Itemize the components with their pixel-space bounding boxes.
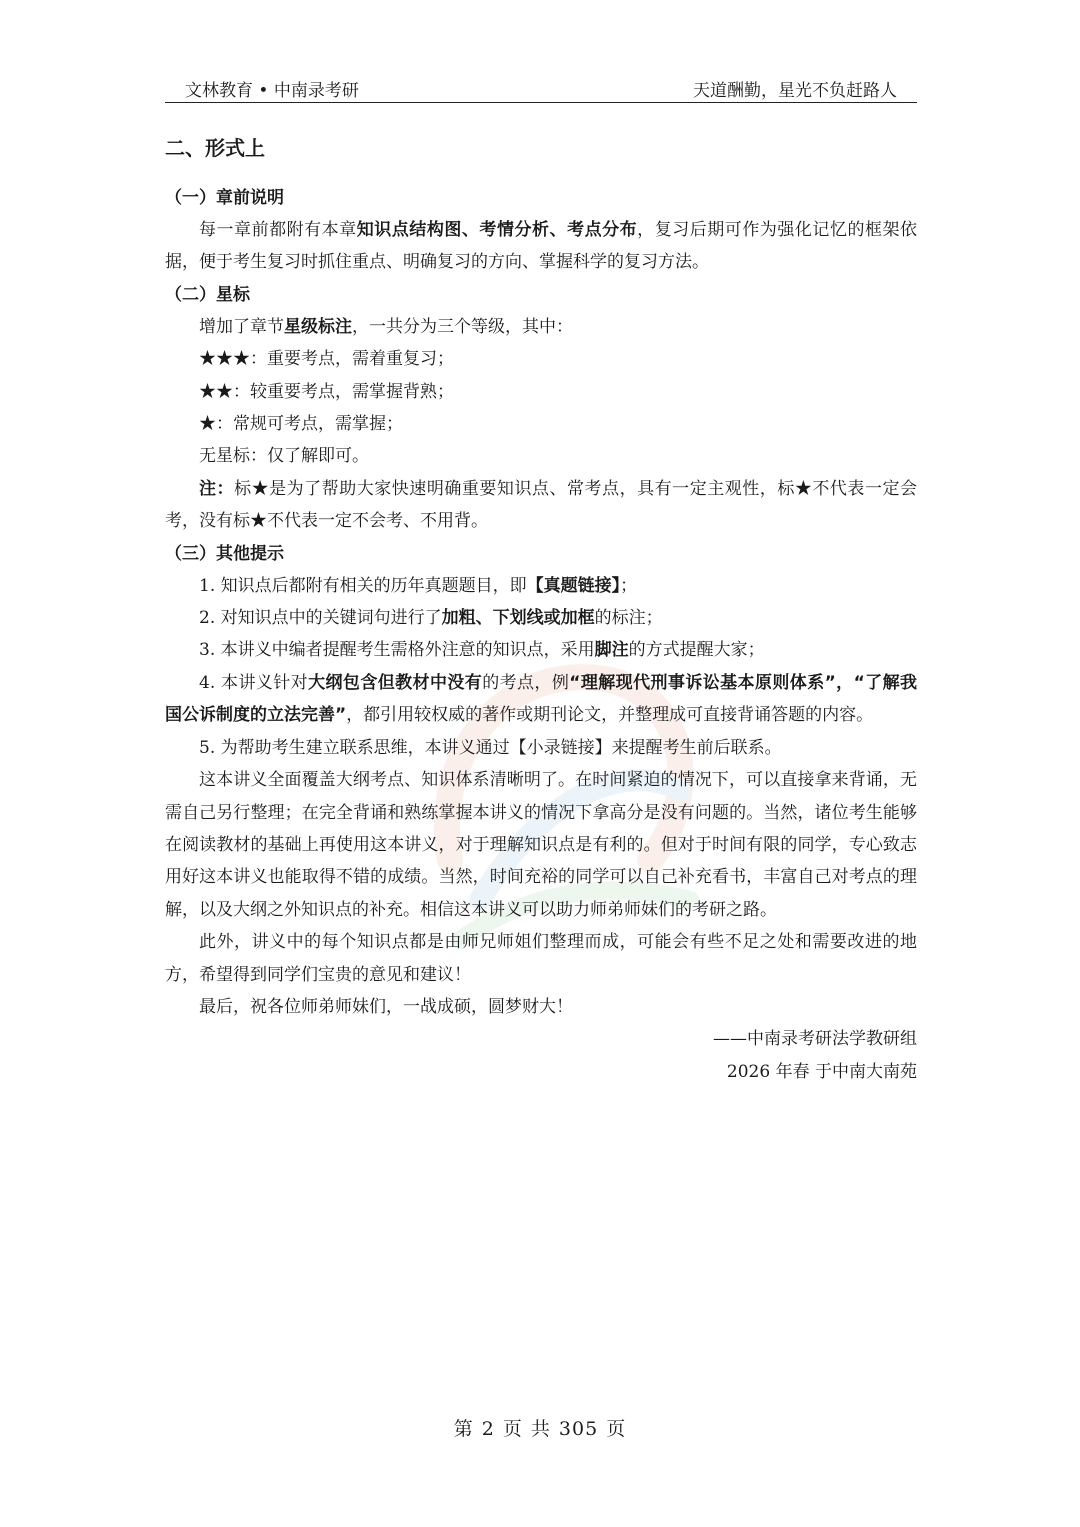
- subsection-title-2: （二）星标: [165, 284, 250, 305]
- header-right-text: 天道酬勤，星光不负赶路人: [693, 81, 897, 101]
- list-item-4: 4. 本讲义针对大纲包含但教材中没有的考点，例“理解现代刑事诉讼基本原则体系”，“了解我国公诉制度的立法完善”，都引用较权威的著作或期刊论文，并整理成可直接背诵答题的内容。: [165, 672, 918, 726]
- page-content: [165, 130, 917, 1088]
- paragraph-feedback: 此外，讲义中的每个知识点都是由师兄师姐们整理而成，可能会有些不足之处和需要改进的地方，希望得到同学们宝贵的意见和建议！: [165, 932, 917, 985]
- section-title: 二、形式上: [165, 136, 265, 160]
- footer-word: 第: [453, 1418, 474, 1440]
- signature-date: 2026 年春 于中南大南苑: [726, 1061, 917, 1082]
- signature-author: ——中南录考研法学教研组: [713, 1029, 917, 1050]
- star-level-1: ★：常规可考点，需掌握；: [199, 414, 403, 435]
- list-item-3: 3. 本讲义中编者提醒考生需格外注意的知识点，采用脚注的方式提醒大家；: [199, 640, 765, 661]
- star-level-3: ★★★：重要考点，需着重复习；: [199, 349, 454, 370]
- paragraph-star-intro: 增加了章节星级标注，一共分为三个等级，其中：: [199, 316, 573, 337]
- footer-word: 页: [502, 1418, 523, 1440]
- subsection-title-1: （一）章前说明: [165, 188, 284, 208]
- footer-word: 页: [606, 1418, 627, 1440]
- list-item-2: 2. 对知识点中的关键词句进行了加粗、下划线或加框的标注；: [199, 608, 663, 629]
- paragraph-chapter-intro: 每一章前都附有本章知识点结构图、考情分析、考点分布，复习后期可作为强化记忆的框架依据，便于考生复习时抓住重点、明确复习的方向、掌握科学的复习方法。: [165, 220, 918, 273]
- star-level-0: 无星标：仅了解即可。: [199, 446, 369, 467]
- star-level-2: ★★：较重要考点，需掌握背熟；: [199, 381, 454, 402]
- list-item-5: 5. 为帮助考生建立联系思维，本讲义通过【小录链接】来提醒考生前后联系。: [199, 737, 782, 758]
- page-header: [165, 74, 917, 103]
- subsection-title-3: （三）其他提示: [165, 543, 284, 564]
- header-left-text: 文林教育 • 中南录考研: [185, 81, 359, 101]
- paragraph-note: 注：标★是为了帮助大家快速明确重要知识点、常考点，具有一定主观性，标★不代表一定会考，没有标★不代表一定不会考、不用背。: [165, 478, 918, 532]
- paragraph-wishes: 最后，祝各位师弟师妹们，一战成硕，圆梦财大！: [199, 996, 573, 1017]
- total-pages: 305: [558, 1418, 599, 1440]
- paragraph-coverage: 这本讲义全面覆盖大纲考点、知识体系清晰明了。在时间紧迫的情况下，可以直接拿来背诵，无需自己另行整理；在完全背诵和熟练掌握本讲义的情况下拿高分是没有问题的。当然，诸位考生能够在阅读教材的基础上再使用这本讲义，对于理解知识点是有利的。但对于时间有限的同学，专心致志用好这本讲义也能取得不错的成绩。当然，时间充裕的同学可以自己补充看书，丰富自己对考点的理解，以及大纲之外知识点的补充。相信这本讲义可以助力师弟师妹们的考研之路。: [165, 770, 917, 920]
- page-footer: [0, 1414, 1080, 1441]
- list-item-1: 1. 知识点后都附有相关的历年真题题目，即【真题链接】；: [199, 575, 638, 596]
- footer-word: 共: [530, 1418, 551, 1440]
- page-number: 2: [481, 1418, 495, 1440]
